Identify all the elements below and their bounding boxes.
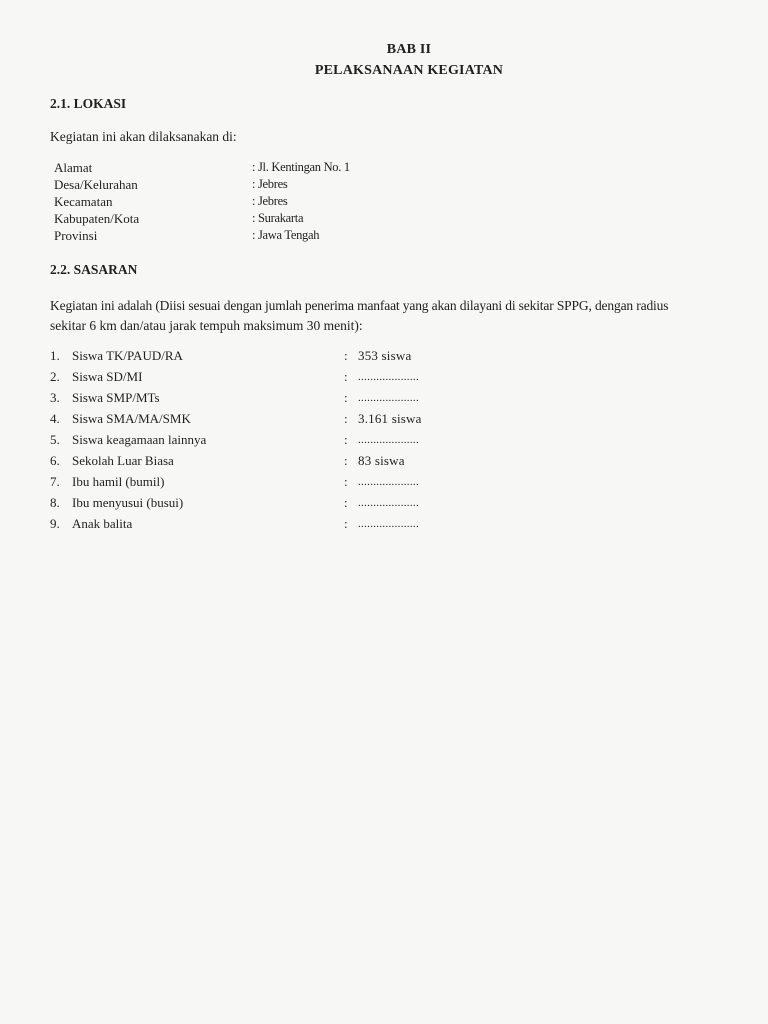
list-item <box>50 453 570 473</box>
item-label: Ibu menyusui (busui) <box>72 495 184 510</box>
item-number: 1. <box>50 348 60 363</box>
sasaran-intro-line1: Kegiatan ini adalah (Diisi sesuai dengan jumlah penerima manfaat yang akan dilayani di sekitar SPPG, dengan radius <box>50 298 669 313</box>
location-row-provinsi <box>54 228 554 245</box>
list-item <box>50 348 570 368</box>
location-row-desa <box>54 177 554 194</box>
sasaran-intro-line2: sekitar 6 km dan/atau jarak tempuh maksimum 30 menit): <box>50 318 363 333</box>
item-colon: : <box>344 474 348 489</box>
item-number: 2. <box>50 369 60 384</box>
location-value: : Surakarta <box>252 211 304 225</box>
item-colon: : <box>344 516 348 531</box>
item-number: 3. <box>50 390 60 405</box>
item-value: .................... <box>358 518 419 530</box>
location-row-kabupaten <box>54 211 554 228</box>
item-number: 6. <box>50 453 60 468</box>
item-label: Siswa keagamaan lainnya <box>72 432 207 447</box>
item-number: 8. <box>50 495 60 510</box>
location-label: Kecamatan <box>54 194 113 209</box>
item-label: Anak balita <box>72 516 133 531</box>
list-item <box>50 411 570 431</box>
item-label: Siswa SMA/MA/SMK <box>72 411 191 426</box>
item-value: .................... <box>358 497 419 509</box>
chapter-subtitle: PELAKSANAAN KEGIATAN <box>314 63 504 78</box>
item-label: Ibu hamil (bumil) <box>72 474 165 489</box>
item-colon: : <box>344 495 348 510</box>
item-value: .................... <box>358 434 419 446</box>
item-value: 353 siswa <box>358 348 412 363</box>
list-item <box>50 474 570 494</box>
location-label: Alamat <box>54 160 93 175</box>
item-value: .................... <box>358 476 419 488</box>
item-colon: : <box>344 453 348 468</box>
item-colon: : <box>344 432 348 447</box>
location-value: : Jebres <box>252 177 288 191</box>
item-label: Siswa TK/PAUD/RA <box>72 348 183 363</box>
item-value: .................... <box>358 371 419 383</box>
location-label: Provinsi <box>54 228 98 243</box>
item-value: 3.161 siswa <box>358 411 422 426</box>
lokasi-intro: Kegiatan ini akan dilaksanakan di: <box>50 129 237 144</box>
location-row-kecamatan <box>54 194 554 211</box>
list-item <box>50 369 570 389</box>
item-number: 7. <box>50 474 60 489</box>
list-item <box>50 495 570 515</box>
item-value: .................... <box>358 392 419 404</box>
location-row-alamat <box>54 160 554 177</box>
chapter-title: BAB II <box>386 42 432 57</box>
item-value: 83 siswa <box>358 453 405 468</box>
section-heading-lokasi: 2.1. LOKASI <box>50 96 127 111</box>
list-item <box>50 390 570 410</box>
item-number: 9. <box>50 516 60 531</box>
location-label: Desa/Kelurahan <box>54 177 138 192</box>
section-heading-sasaran: 2.2. SASARAN <box>50 262 138 277</box>
item-colon: : <box>344 369 348 384</box>
location-value: : Jebres <box>252 194 288 208</box>
item-label: Sekolah Luar Biasa <box>72 453 174 468</box>
item-colon: : <box>344 390 348 405</box>
item-colon: : <box>344 348 348 363</box>
item-number: 5. <box>50 432 60 447</box>
list-item <box>50 516 570 536</box>
item-label: Siswa SMP/MTs <box>72 390 160 405</box>
item-label: Siswa SD/MI <box>72 369 143 384</box>
item-colon: : <box>344 411 348 426</box>
location-value: : Jawa Tengah <box>252 228 320 242</box>
list-item <box>50 432 570 452</box>
location-label: Kabupaten/Kota <box>54 211 140 226</box>
item-number: 4. <box>50 411 60 426</box>
location-value: : Jl. Kentingan No. 1 <box>252 160 350 174</box>
